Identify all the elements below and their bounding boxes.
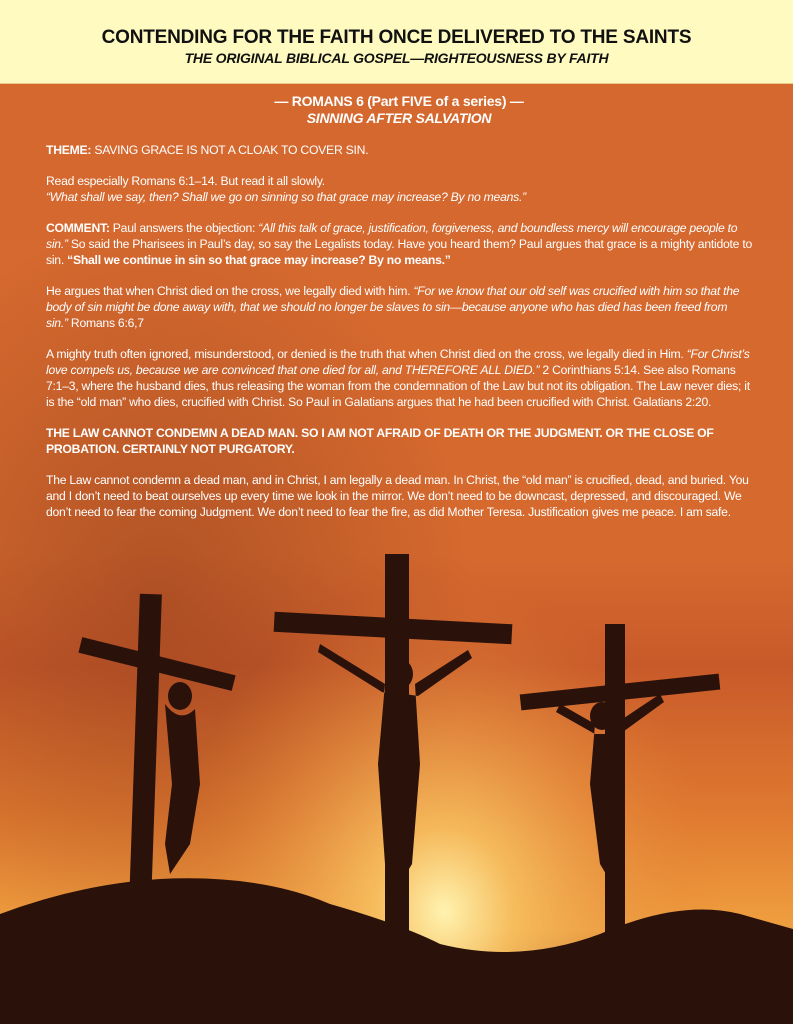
argues-paragraph xyxy=(46,283,752,331)
series-label: — ROMANS 6 (Part FIVE of a series) — xyxy=(274,93,524,109)
comment-quote: “All this talk of grace, justification, forgiveness, and boundless mercy will encourage people to sin.” xyxy=(46,221,738,251)
article-body xyxy=(46,93,752,535)
section-heading xyxy=(46,93,752,127)
page-header xyxy=(0,0,793,84)
comment-paragraph xyxy=(46,220,752,268)
paragraph-text: 2 Corinthians 5:14. See also Romans 7:1–3, where the husband dies, thus releasing the woman from the condemnation of the Law but not its obligation. The Law never dies; it is the “old man” who dies, crucified with Christ. So Paul in Galatians argues that he had been crucified with Christ. Galatians 2:20. xyxy=(46,363,750,409)
comment-bold-quote: “Shall we continue in sin so that grace may increase? By no means.” xyxy=(67,253,451,267)
theme-text: SAVING GRACE IS NOT A CLOAK TO COVER SIN. xyxy=(91,143,369,157)
law-paragraph: The Law cannot condemn a dead man, and in Christ, I am legally a dead man. In Christ, the “old man” is crucified, dead, and buried. You and I don’t need to beat ourselves up every time we look in the mirror. We don’t need to be downcast, depressed, and discouraged. We don’t need to fear the coming Judgment. We don’t need to fear the fire, as did Mother Teresa. Justification gives me peace. I am safe. xyxy=(46,473,749,519)
page-subtitle: THE ORIGINAL BIBLICAL GOSPEL—RIGHTEOUSNESS BY FAITH xyxy=(184,50,609,66)
section-title: SINNING AFTER SALVATION xyxy=(306,110,492,126)
comment-label: COMMENT: xyxy=(46,221,110,235)
comment-text: So said the Pharisees in Paul’s day, so say the Legalists today. Have you heard them? Paul argues that grace is a mighty antidote to sin. xyxy=(46,237,752,267)
reading-paragraph xyxy=(46,173,752,205)
paragraph-text: He argues that when Christ died on the cross, we legally died with him. xyxy=(46,284,414,298)
paragraph-text: A mighty truth often ignored, misunderstood, or denied is the truth that when Christ died on the cross, we legally died in Him. xyxy=(46,347,687,361)
truth-paragraph xyxy=(46,346,752,410)
reading-text: Read especially Romans 6:1–14. But read it all slowly. xyxy=(46,174,325,188)
theme-paragraph xyxy=(46,142,752,158)
law-heading: THE LAW CANNOT CONDEMN A DEAD MAN. SO I AM NOT AFRAID OF DEATH OR THE JUDGMENT. OR THE CLOSE OF PROBATION. CERTAINLY NOT PURGATORY. xyxy=(46,426,714,456)
scripture-quote: “For Christ’s love compels us, because we are convinced that one died for all, and THEREFORE ALL DIED.” xyxy=(46,347,750,377)
comment-text: Paul answers the objection: xyxy=(109,221,259,235)
scripture-reference: Romans 6:6,7 xyxy=(67,316,144,330)
page-title: CONTENDING FOR THE FAITH ONCE DELIVERED TO THE SAINTS xyxy=(101,27,692,48)
scripture-quote: “For we know that our old self was crucified with him so that the body of sin might be done away with, that we should no longer be slaves to sin—because anyone who has died has been freed from sin.” xyxy=(46,284,740,330)
reading-quote: “What shall we say, then? Shall we go on sinning so that grace may increase? By no means.” xyxy=(46,190,526,204)
theme-label: THEME: xyxy=(46,143,92,157)
